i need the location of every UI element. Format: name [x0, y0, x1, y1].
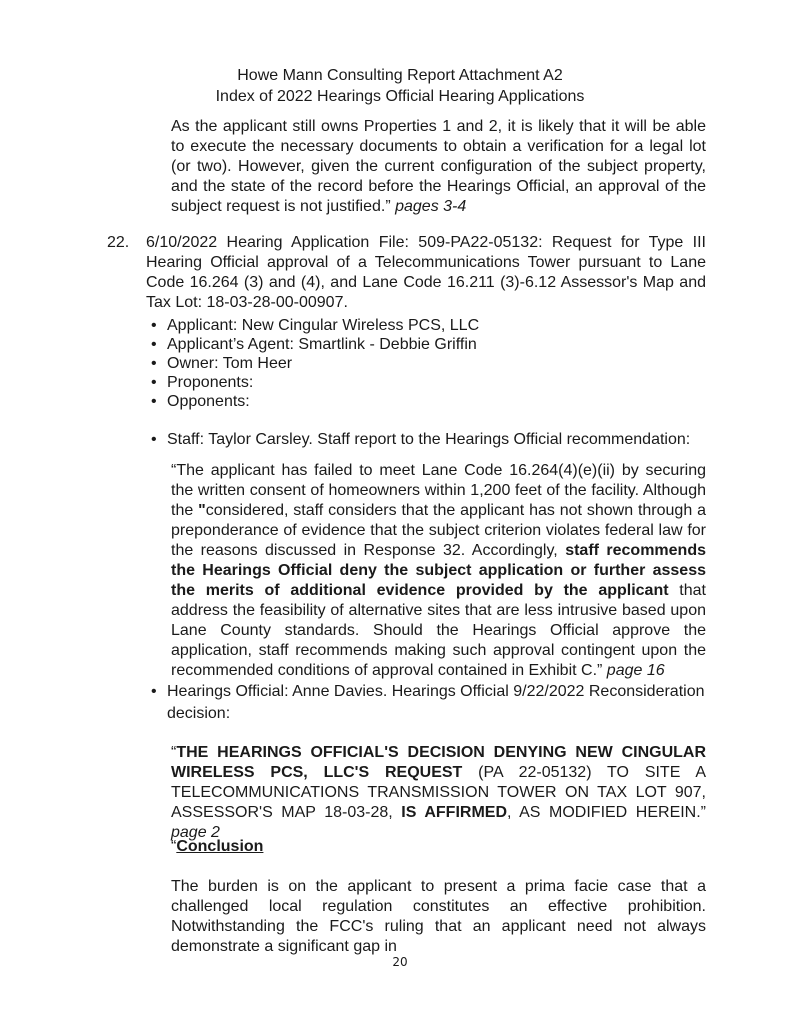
quote-text: considered, staff considers that the applicant has not shown through a preponderance of evidence that the subject criterion violates federal law for the reasons discussed in Response 32. Accordingly, — [171, 502, 707, 559]
quote-paragraph — [171, 117, 706, 217]
item-number: 22. — [107, 234, 130, 251]
bullet-hearings-official: • Hearings Official: Anne Davies. Hearings Official 9/22/2022 Reconsideration decision: — [167, 681, 707, 725]
bullet-agent: • Applicant’s Agent: Smartlink - Debbie Griffin — [167, 335, 477, 354]
staff-recommendation: staff recommends the Hearings Official deny the subject application or further assess the merits of additional evidence provided by the applicant — [171, 542, 706, 599]
bullet-applicant: • Applicant: New Cingular Wireless PCS, LLC — [167, 316, 479, 335]
page-number: 20 — [392, 955, 408, 969]
quote-text: (PA 22-05132) TO SITE A TELECOMMUNICATIONS TRANSMISSION TOWER ON TAX LOT 907, ASSESSOR'S MAP 18-03-28, — [171, 764, 706, 821]
conclusion-title: Conclusion — [176, 838, 264, 855]
quote-text: “The applicant has failed to meet Lane Code 16.264(4)(e)(ii) by securing the written consent of homeowners within 1,200 feet of the facility. Although the — [171, 462, 706, 519]
bullet-owner: • Owner: Tom Heer — [167, 354, 292, 373]
decision-affirmed: IS AFFIRMED — [401, 804, 508, 821]
decision-quote — [171, 743, 706, 843]
report-header — [0, 65, 800, 107]
conclusion-heading — [171, 837, 263, 857]
page-citation: pages 3-4 — [395, 198, 467, 215]
decision-bold: THE HEARINGS OFFICIAL'S DECISION DENYING NEW CINGULAR WIRELESS PCS, LLC'S REQUEST — [171, 744, 706, 781]
page-citation: page 16 — [606, 662, 665, 679]
quote-mark: “ — [171, 838, 177, 855]
header-subtitle: Index of 2022 Hearings Official Hearing Applications — [215, 88, 585, 105]
quote-text: , AS MODIFIED HEREIN.” — [507, 804, 707, 821]
header-title: Howe Mann Consulting Report Attachment A2 — [237, 67, 563, 84]
quote-mark: " — [198, 502, 206, 519]
item-description: 6/10/2022 Hearing Application File: 509-PA22-05132: Request for Type III Hearing Official approval of a Telecommunications Tower pursuant to Lane Code 16.264 (3) and (4), and Lane Code 16.211 (3)-6.12 Assessor's Map and Tax Lot: 18-03-28-00-00907. — [146, 234, 706, 311]
quote-text: that address the feasibility of alternative sites that are less intrusive based upon Lane County standards. Should the Hearings Official approve the application, staff recommends making such approval contingent upon the recommended conditions of approval contained in Exhibit C.” — [171, 582, 706, 679]
quote-text: As the applicant still owns Properties 1 and 2, it is likely that it will be able to execute the necessary documents to obtain a verification for a legal lot (or two). However, given the current configuration of the subject property, and the state of the record before the Hearings Official, an approval of the subject request is not justified.” — [171, 118, 706, 215]
page-citation: page 2 — [171, 824, 220, 841]
bullet-opponents: • Opponents: — [167, 392, 250, 411]
bullet-staff: • Staff: Taylor Carsley. Staff report to the Hearings Official recommendation: — [167, 430, 690, 449]
burden-paragraph: The burden is on the applicant to present a prima facie case that a challenged local regulation constitutes an effective prohibition. Notwithstanding the FCC's ruling that an applicant need not always demonstrate a significant gap in — [171, 878, 706, 955]
staff-quote — [171, 461, 706, 681]
bullet-proponents: • Proponents: — [167, 373, 253, 392]
quote-mark: “ — [171, 744, 177, 761]
